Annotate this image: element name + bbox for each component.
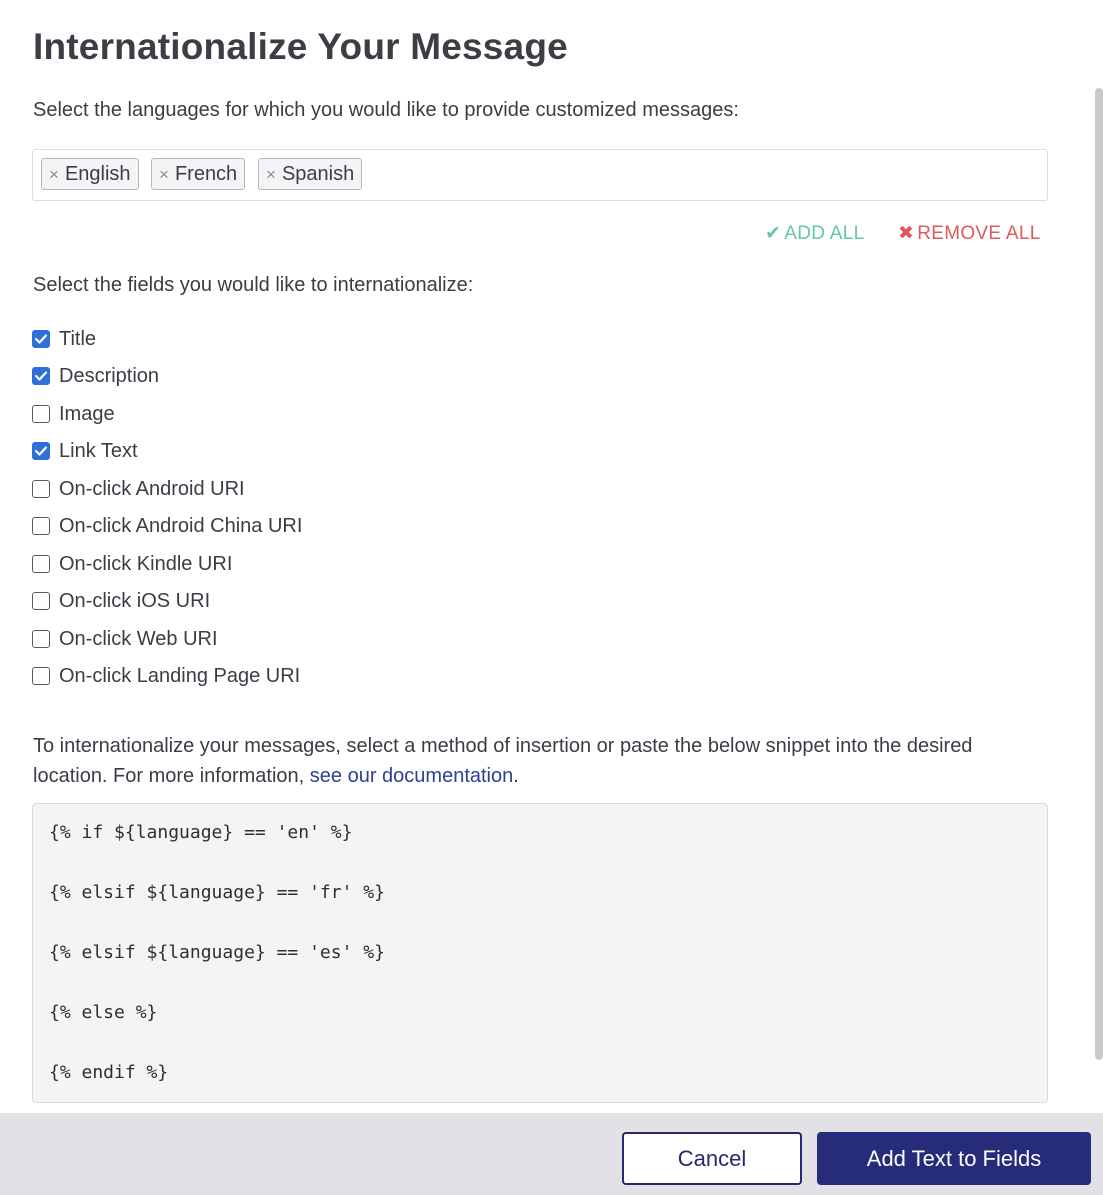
snippet-line: {% else %} (49, 1002, 158, 1023)
language-prompt: Select the languages for which you would like to provide customized messages: (33, 99, 739, 121)
language-tag-french (151, 158, 245, 190)
checkbox-unchecked[interactable] (32, 555, 50, 573)
field-checkbox-label: On-click Android URI (59, 477, 245, 500)
field-checkbox-label: On-click iOS URI (59, 589, 211, 612)
field-checkbox-label: On-click Landing Page URI (59, 664, 301, 687)
field-checkbox-label: On-click Android China URI (59, 514, 303, 537)
field-checkbox-row[interactable] (32, 437, 138, 465)
snippet-line: {% elsif ${language} == 'es' %} (49, 942, 385, 963)
cancel-button[interactable]: Cancel (622, 1132, 802, 1185)
language-tag-label: English (64, 163, 131, 185)
remove-tag-icon[interactable]: × (49, 165, 59, 184)
checkmark-icon (35, 371, 47, 381)
field-checkbox-label: On-click Web URI (59, 627, 218, 650)
field-checkbox-row[interactable] (32, 400, 115, 428)
snippet-line: {% elsif ${language} == 'fr' %} (49, 882, 385, 903)
remove-all-label: REMOVE ALL (917, 223, 1041, 244)
add-all-label: ADD ALL (784, 223, 865, 244)
info-text (33, 731, 1033, 791)
field-checkbox-row[interactable] (32, 625, 218, 653)
checkmark-icon (35, 334, 47, 344)
field-checkbox-row[interactable] (32, 362, 159, 390)
checkbox-unchecked[interactable] (32, 630, 50, 648)
field-checkbox-row[interactable] (32, 475, 245, 503)
fields-prompt: Select the fields you would like to internationalize: (33, 274, 474, 296)
x-icon: ✖ (898, 223, 915, 244)
checkbox-unchecked[interactable] (32, 517, 50, 535)
field-checkbox-label: Description (59, 364, 160, 387)
checkbox-unchecked[interactable] (32, 405, 50, 423)
scrollbar[interactable] (1095, 88, 1103, 1060)
field-checkbox-row[interactable] (32, 512, 302, 540)
remove-tag-icon[interactable]: × (159, 165, 169, 184)
checkbox-checked[interactable] (32, 367, 50, 385)
language-tag-label: Spanish (281, 163, 355, 185)
field-checkbox-row[interactable] (32, 587, 210, 615)
field-checkbox-label: Image (59, 402, 115, 425)
field-checkbox-row[interactable] (32, 325, 96, 353)
checkmark-icon (35, 446, 47, 456)
checkbox-unchecked[interactable] (32, 592, 50, 610)
checkbox-checked[interactable] (32, 442, 50, 460)
checkbox-unchecked[interactable] (32, 667, 50, 685)
language-tag-english (41, 158, 139, 190)
language-tag-label: French (174, 163, 238, 185)
remove-all-button[interactable] (898, 222, 1041, 245)
language-tag-spanish (258, 158, 362, 190)
checkbox-unchecked[interactable] (32, 480, 50, 498)
documentation-link[interactable]: see our documentation (309, 765, 514, 787)
field-checkbox-label: Title (59, 327, 97, 350)
add-all-button[interactable] (765, 222, 865, 245)
info-text-end: . (513, 765, 519, 787)
field-checkbox-label: Link Text (59, 439, 138, 462)
snippet-line: {% endif %} (49, 1062, 169, 1083)
checkbox-checked[interactable] (32, 330, 50, 348)
check-icon: ✔ (765, 223, 782, 244)
language-multiselect[interactable] (32, 149, 1048, 201)
code-snippet[interactable] (32, 803, 1048, 1103)
add-text-to-fields-button[interactable]: Add Text to Fields (817, 1132, 1091, 1185)
field-checkbox-row[interactable] (32, 550, 232, 578)
info-text-body: To internationalize your messages, select a method of insertion or paste the below snippet into the desired location. For more information, (33, 735, 973, 787)
snippet-line: {% if ${language} == 'en' %} (49, 822, 353, 843)
remove-tag-icon[interactable]: × (266, 165, 276, 184)
field-checkbox-row[interactable] (32, 662, 300, 690)
field-checkbox-label: On-click Kindle URI (59, 552, 233, 575)
dialog-title: Internationalize Your Message (33, 26, 568, 67)
